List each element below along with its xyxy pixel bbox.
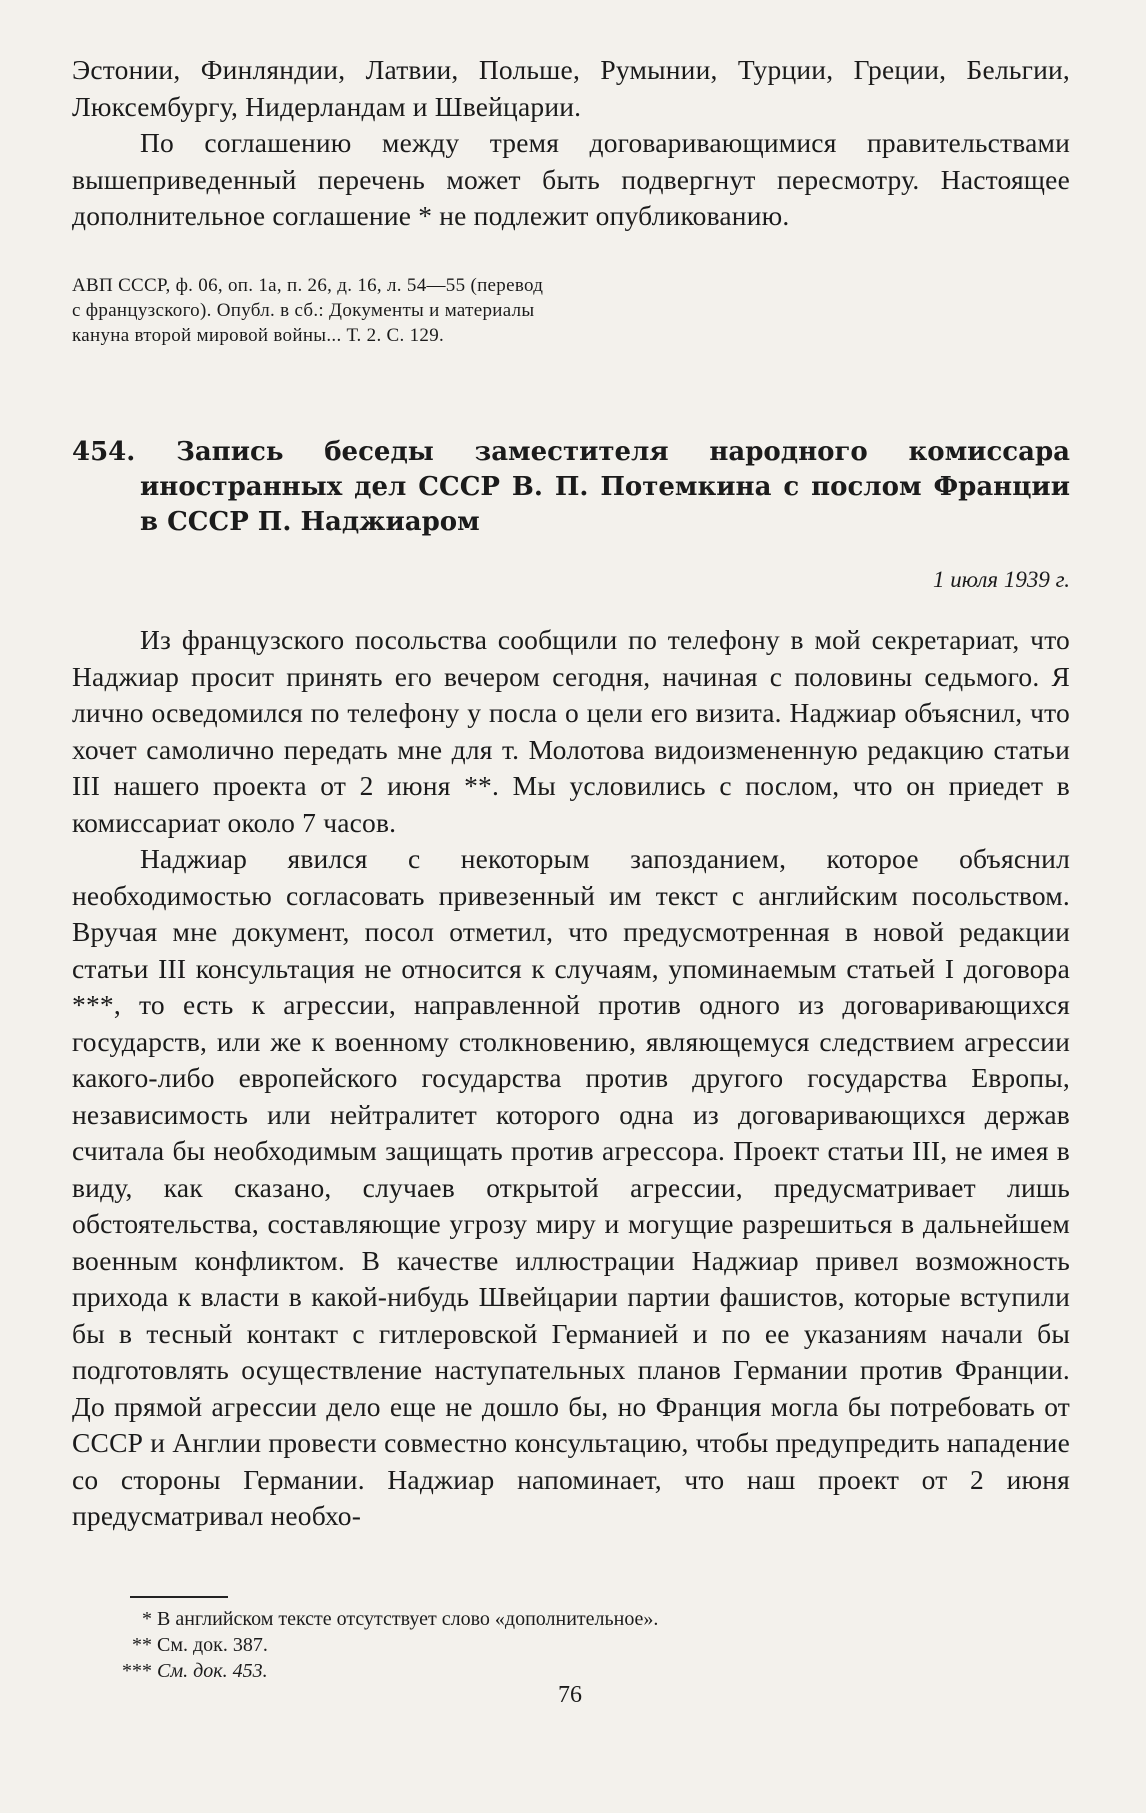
footnote-text: См. док. 453. xyxy=(157,1660,268,1682)
footnote-mark: * xyxy=(142,1608,152,1630)
archive-source xyxy=(72,273,1070,348)
footnote-mark: ** xyxy=(132,1634,152,1656)
footnote-mark: *** xyxy=(122,1660,152,1682)
footnote-2 xyxy=(72,1632,972,1658)
page-number: 76 xyxy=(558,1682,582,1708)
continued-text xyxy=(72,52,1070,235)
source-note: АВП СССР, ф. 06, оп. 1а, п. 26, д. 16, л. 54—55 (перевод с французского). Опубл. в сб.: Документы и материалы кануна второй мировой войны... Т. 2. С. 129. xyxy=(72,275,544,346)
footnote-separator xyxy=(130,1596,228,1598)
body-paragraph-2: Наджиар явился с некоторым запозданием, которое объяснил необходимостью согласовать привезенный им текст с английским посольством. Вручая мне документ, посол отметил, что предусмотренная в новой редакции статьи III консультация не относится к случаям, упоминаемым статьей I договора ***, то есть к агрессии, направленной против одного из договаривающихся государств, или же к военному столкновению, являющемуся следствием агрессии какого-либо европейского государства против другого государства Европы, независимость или нейтралитет которого одна из договаривающихся держав считала бы необходимым защищать против агрессора. Проект статьи III, не имея в виду, как сказано, случаев открытой агрессии, предусматривает лишь обстоятельства, составляющие угрозу миру и могущие разрешиться в дальнейшем военным конфликтом. В качестве иллюстрации Наджиар привел возможность прихода к власти в какой-нибудь Швейцарии партии фашистов, которые вступили бы в тесный контакт с гитлеровской Германией и по ее указаниям начали бы подготовлять осуществление наступательных планов Германии против Франции. До прямой агрессии дело еще не дошло бы, но Франция могла бы потребовать от СССР и Англии провести совместно консультацию, чтобы предупредить нападение со стороны Германии. Наджиар напоминает, что наш проект от 2 июня предусматривал необхо- xyxy=(72,843,1070,1531)
document-heading: 454. Запись беседы заместителя народного комиссара иностранных дел СССР В. П. Потемкина с послом Франции в СССР П. Наджиаром xyxy=(72,437,1070,537)
document-body xyxy=(72,622,1070,1535)
body-paragraph-1: Из французского посольства сообщили по телефону в мой секретариат, что Наджиар просит принять его вечером сегодня, начиная с половины седьмого. Я лично осведомился по телефону у посла о цели его визита. Наджиар объяснил, что хочет самолично передать мне для т. Молотова видоизмененную редакцию статьи III нашего проекта от 2 июня **. Мы условились с послом, что он приедет в комиссариат около 7 часов. xyxy=(72,624,1070,838)
footnote-3 xyxy=(72,1658,972,1684)
footnote-1 xyxy=(72,1606,972,1632)
document-date: 1 июля 1939 г. xyxy=(932,567,1070,592)
footnote-text: См. док. 387. xyxy=(157,1634,268,1656)
paragraph-agreement: По соглашению между тремя договаривающимися правительствами вышеприведенный перечень может быть подвергнут пересмотру. Настоящее дополнительное соглашение * не подлежит опубликованию. xyxy=(72,127,1070,231)
footnotes xyxy=(72,1606,972,1684)
document-454 xyxy=(72,435,1070,595)
paragraph-continued: Эстонии, Финляндии, Латвии, Польше, Румынии, Турции, Греции, Бельгии, Люксембургу, Нидерландам и Швейцарии. xyxy=(72,54,1070,122)
footnote-text: В английском тексте отсутствует слово «дополнительное». xyxy=(157,1608,659,1630)
